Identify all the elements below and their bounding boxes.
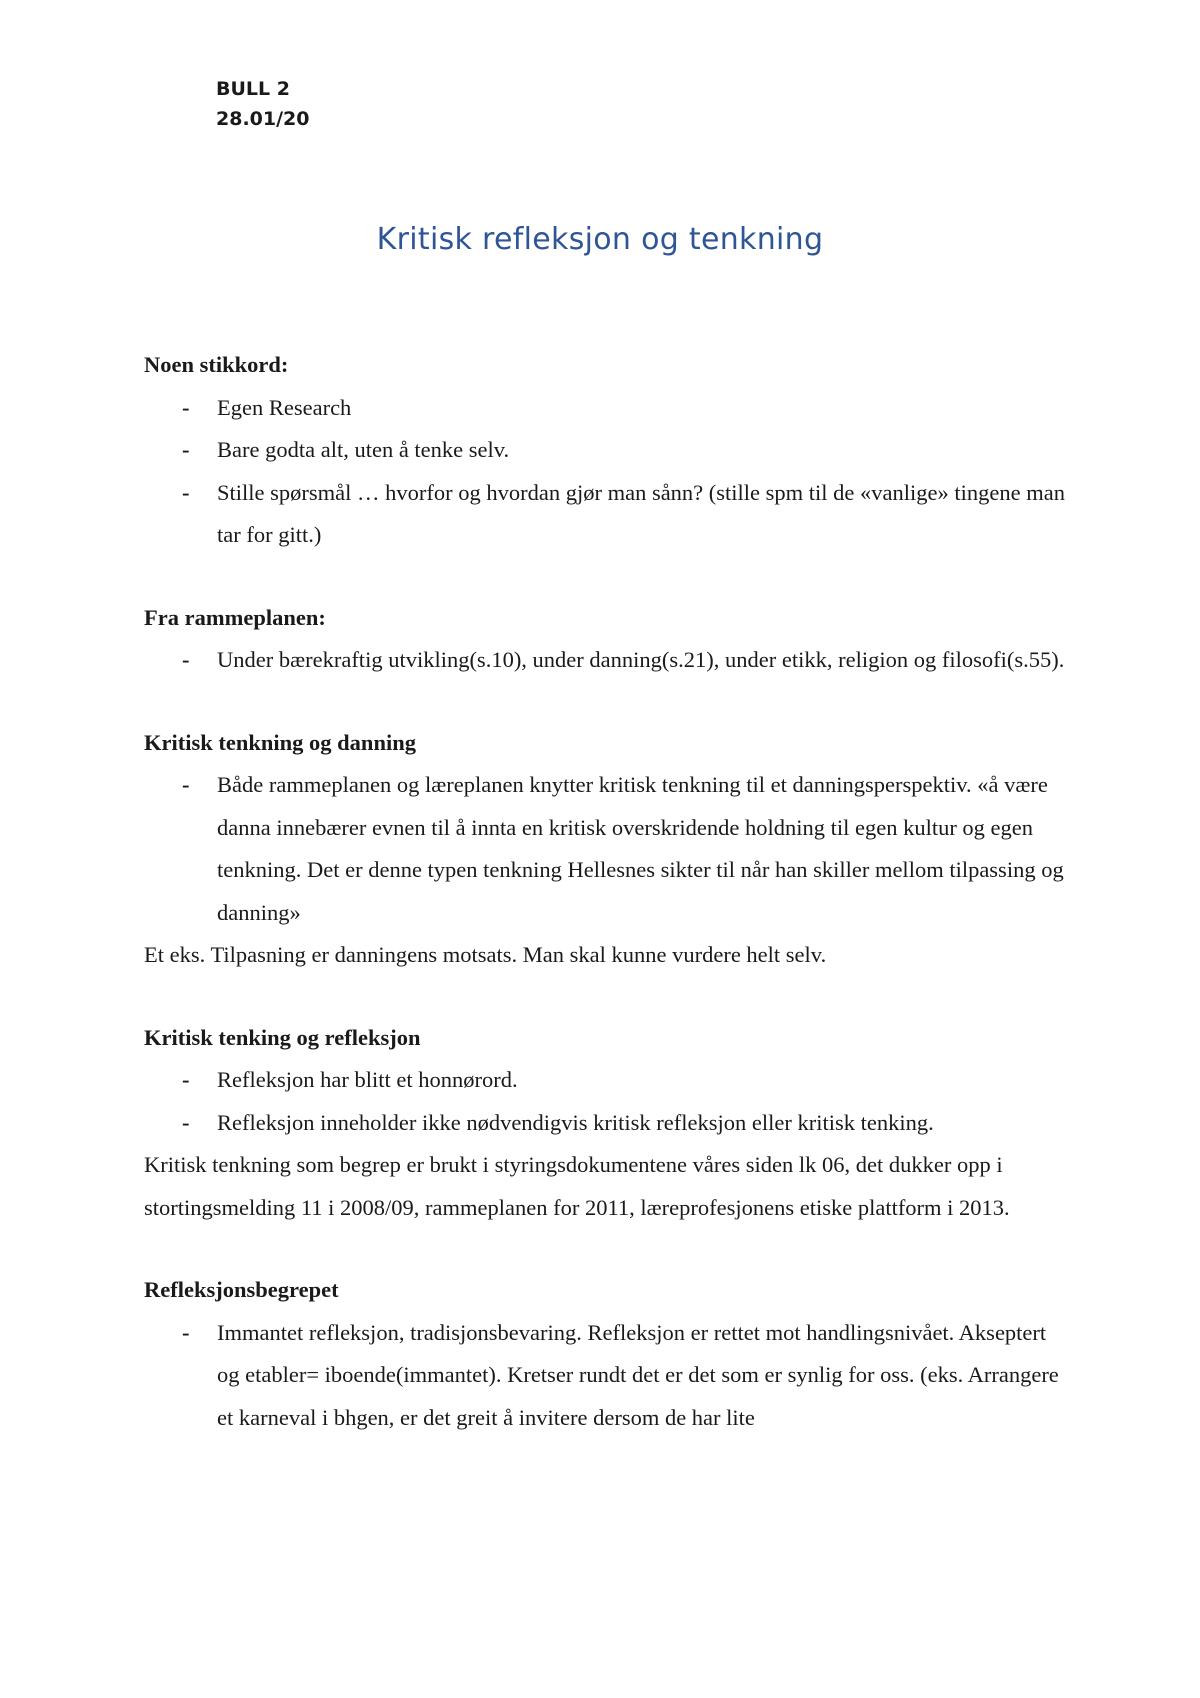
header-course: BULL 2 <box>216 78 290 100</box>
document-title: Kritisk refleksjon og tenkning <box>376 222 824 257</box>
section-heading: Kritisk tenking og refleksjon <box>144 1024 421 1050</box>
section-heading: Refleksjonsbegrepet <box>144 1277 339 1302</box>
dash-bullet-icon: - <box>182 647 190 672</box>
bullet-text: Immantet refleksjon, tradisjonsbevaring. Refleksjon er rettet mot handlingsnivået. Akseptert og etabler= iboende(immantet). Kretser rundt det er det som er synlig for oss. (eks. Arrangere et karneval i bhgen, er det greit å invitere dersom de har lite <box>217 1319 1059 1430</box>
bullet-text: Under bærekraftig utvikling(s.10), under danning(s.21), under etikk, religion og filosofi(s.55). <box>217 647 1065 672</box>
bullet-item <box>144 639 1074 682</box>
section <box>144 597 1074 682</box>
bullet-item <box>144 1102 1074 1145</box>
section <box>144 1017 1074 1230</box>
bullet-text: Stille spørsmål … hvorfor og hvordan gjør man sånn? (stille spm til de «vanlige» tingene man tar for gitt.) <box>217 479 1065 547</box>
dash-bullet-icon: - <box>182 772 190 797</box>
dash-bullet-icon: - <box>182 1067 190 1092</box>
bullet-item <box>144 1059 1074 1102</box>
section <box>144 344 1074 557</box>
bullet-list <box>144 387 1074 557</box>
bullet-item <box>144 472 1074 557</box>
bullet-list <box>144 764 1074 934</box>
section <box>144 1269 1074 1439</box>
bullet-item <box>144 764 1074 934</box>
bullet-item <box>144 429 1074 472</box>
bullet-item <box>144 387 1074 430</box>
section <box>144 722 1074 977</box>
bullet-text: Både rammeplanen og læreplanen knytter kritisk tenkning til et danningsperspektiv. «å være danna innebærer evnen til å innta en kritisk overskridende holdning til egen kultur og egen tenkning. Det er denne typen tenkning Hellesnes sikter til når han skiller mellom tilpassing og danning» <box>217 772 1064 925</box>
header-date: 28.01/20 <box>216 108 310 130</box>
bullet-list <box>144 1059 1074 1144</box>
bullet-text: Refleksjon inneholder ikke nødvendigvis kritisk refleksjon eller kritisk tenking. <box>217 1109 934 1135</box>
bullet-text: Egen Research <box>217 394 352 420</box>
bullet-text: Bare godta alt, uten å tenke selv. <box>217 437 510 462</box>
section-heading: Fra rammeplanen: <box>144 604 326 630</box>
bullet-list <box>144 639 1074 682</box>
body-paragraph: Kritisk tenkning som begrep er brukt i styringsdokumentene våres siden lk 06, det dukker opp i stortingsmelding 11 i 2008/09, rammeplanen for 2011, læreprofesjonens etiske plattform i 2013. <box>144 1152 1010 1220</box>
section-heading: Kritisk tenkning og danning <box>144 729 416 755</box>
bullet-list <box>144 1312 1074 1440</box>
bullet-text: Refleksjon har blitt et honnørord. <box>217 1067 518 1092</box>
dash-bullet-icon: - <box>182 1319 190 1345</box>
body-paragraph: Et eks. Tilpasning er danningens motsats. Man skal kunne vurdere helt selv. <box>144 942 827 967</box>
section-heading: Noen stikkord: <box>144 352 289 377</box>
dash-bullet-icon: - <box>182 1109 190 1135</box>
dash-bullet-icon: - <box>182 394 190 420</box>
document-body <box>144 344 1074 1439</box>
dash-bullet-icon: - <box>182 479 190 505</box>
dash-bullet-icon: - <box>182 437 190 462</box>
document-header <box>216 74 309 134</box>
bullet-item <box>144 1312 1074 1440</box>
